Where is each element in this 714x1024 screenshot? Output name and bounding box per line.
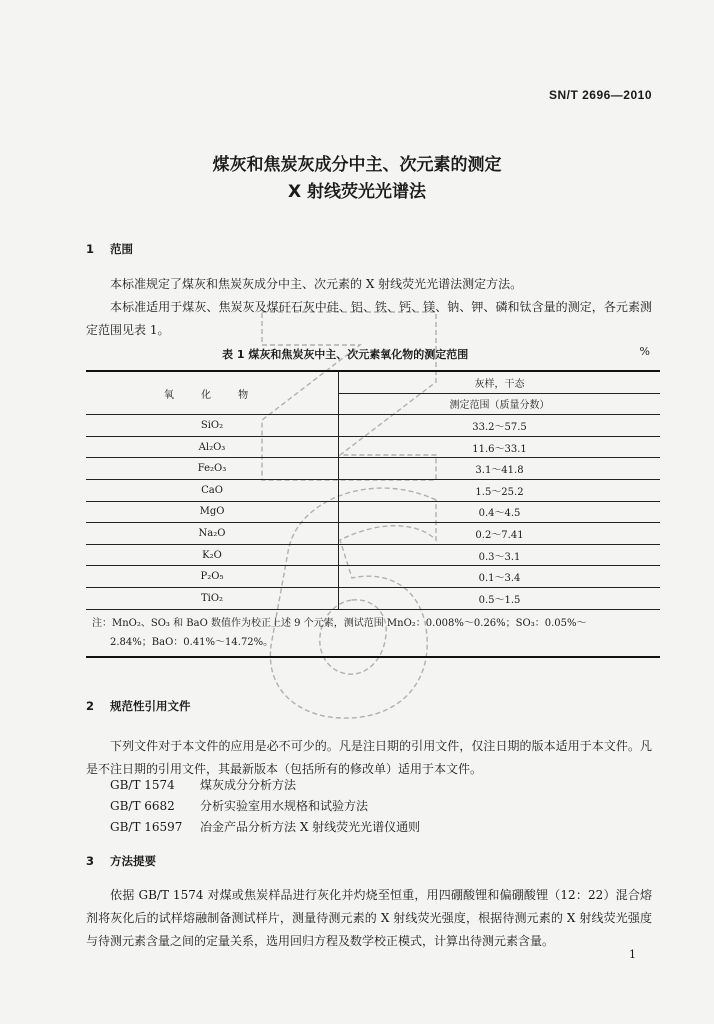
range-cell: 0.2～7.41 [339,523,661,545]
range-cell: 0.5～1.5 [339,587,661,609]
reference-code: GB/T 16597 [110,820,183,834]
oxide-cell: SiO₂ [86,415,339,437]
range-cell: 0.4～4.5 [339,501,661,523]
oxide-cell: CaO [86,479,339,501]
reference-item [110,818,420,835]
section-1-paragraph-2 [86,296,652,342]
table-row [86,479,660,501]
oxide-cell: MgO [86,501,339,523]
table-unit: % [639,345,650,358]
oxide-cell: Fe₂O₃ [86,458,339,480]
table-row [86,566,660,588]
page-number: 1 [629,948,636,961]
reference-code: GB/T 1574 [110,778,175,792]
reference-code: GB/T 6682 [110,799,175,813]
document-subtitle: X 射线荧光光谱法 [287,182,427,202]
oxide-cell: K₂O [86,544,339,566]
table-note [86,609,660,657]
header-sample: 灰样，干态 [339,371,661,393]
oxide-cell: Al₂O₃ [86,436,339,458]
section-number: 1 [86,242,95,256]
reference-item [110,776,296,793]
reference-item [110,797,368,814]
section-3-paragraph [86,884,652,953]
table-caption: 表 1 煤灰和焦炭灰中主、次元素氧化物的测定范围 [222,348,469,361]
section-3-heading [86,853,156,869]
reference-title: 分析实验室用水规格和试验方法 [200,799,369,813]
section-number: 3 [86,854,95,868]
table-row [86,501,660,523]
section-1-heading [86,241,133,257]
table-row [86,544,660,566]
reference-title: 煤灰成分分析方法 [200,778,297,792]
table-header-row [86,371,660,393]
oxide-cell: TiO₂ [86,587,339,609]
paragraph-text: 本标准规定了煤灰和焦炭灰成分中主、次元素的 X 射线荧光光谱法测定方法。 [110,277,523,291]
range-cell: 1.5～25.2 [339,479,661,501]
reference-title: 冶金产品分析方法 X 射线荧光光谱仪通则 [200,820,421,834]
range-cell: 3.1～41.8 [339,458,661,480]
oxide-cell: P₂O₅ [86,566,339,588]
oxide-range-table [86,370,660,658]
section-title: 规范性引用文件 [110,699,191,713]
section-2-heading [86,698,191,714]
table-row [86,458,660,480]
section-title: 范围 [110,242,133,256]
table-row [86,523,660,545]
document-title: 煤灰和焦炭灰成分中主、次元素的测定 [212,155,502,175]
range-cell: 11.6～33.1 [339,436,661,458]
standard-number: SN/T 2696—2010 [548,88,652,102]
paragraph-text: 依据 GB/T 1574 对煤或焦炭样品进行灰化并灼烧至恒重，用四硼酸锂和偏硼酸锂（12：22）混合熔剂将灰化后的试样熔融制备测试样片，测量待测元素的 X 射线荧光强度，根据待测元素的 X 射线荧光强度与待测元素含量之间的定量关系，选用回归方程及数学校正模式，计算出待测元素含量。 [86,888,652,948]
range-cell: 0.3～3.1 [339,544,661,566]
section-2-paragraph [86,735,652,781]
section-title: 方法提要 [110,854,156,868]
note-line: 2.84%；BaO：0.41%～14.72%。 [110,636,274,648]
range-cell: 33.2～57.5 [339,415,661,437]
range-cell: 0.1～3.4 [339,566,661,588]
note-line: 注：MnO₂、SO₃ 和 BaO 数值作为校正上述 9 个元素，测试范围 MnO₂：0.008%～0.26%；SO₃：0.05%～ [92,617,587,629]
table-row [86,587,660,609]
paragraph-text: 下列文件对于本文件的应用是必不可少的。凡是注日期的引用文件，仅注日期的版本适用于本文件。凡是不注日期的引用文件，其最新版本（包括所有的修改单）适用于本文件。 [86,739,652,776]
table-row [86,415,660,437]
section-number: 2 [86,699,95,713]
table-row [86,436,660,458]
header-range: 测定范围（质量分数） [339,393,661,415]
header-oxide: 氧 化 物 [86,371,339,415]
section-1-paragraph-1 [86,273,652,296]
table-note-row [86,609,660,657]
paragraph-text: 本标准适用于煤灰、焦炭灰及煤矸石灰中硅、铝、铁、钙、镁、钠、钾、磷和钛含量的测定，各元素测定范围见表 1。 [86,300,652,337]
oxide-cell: Na₂O [86,523,339,545]
